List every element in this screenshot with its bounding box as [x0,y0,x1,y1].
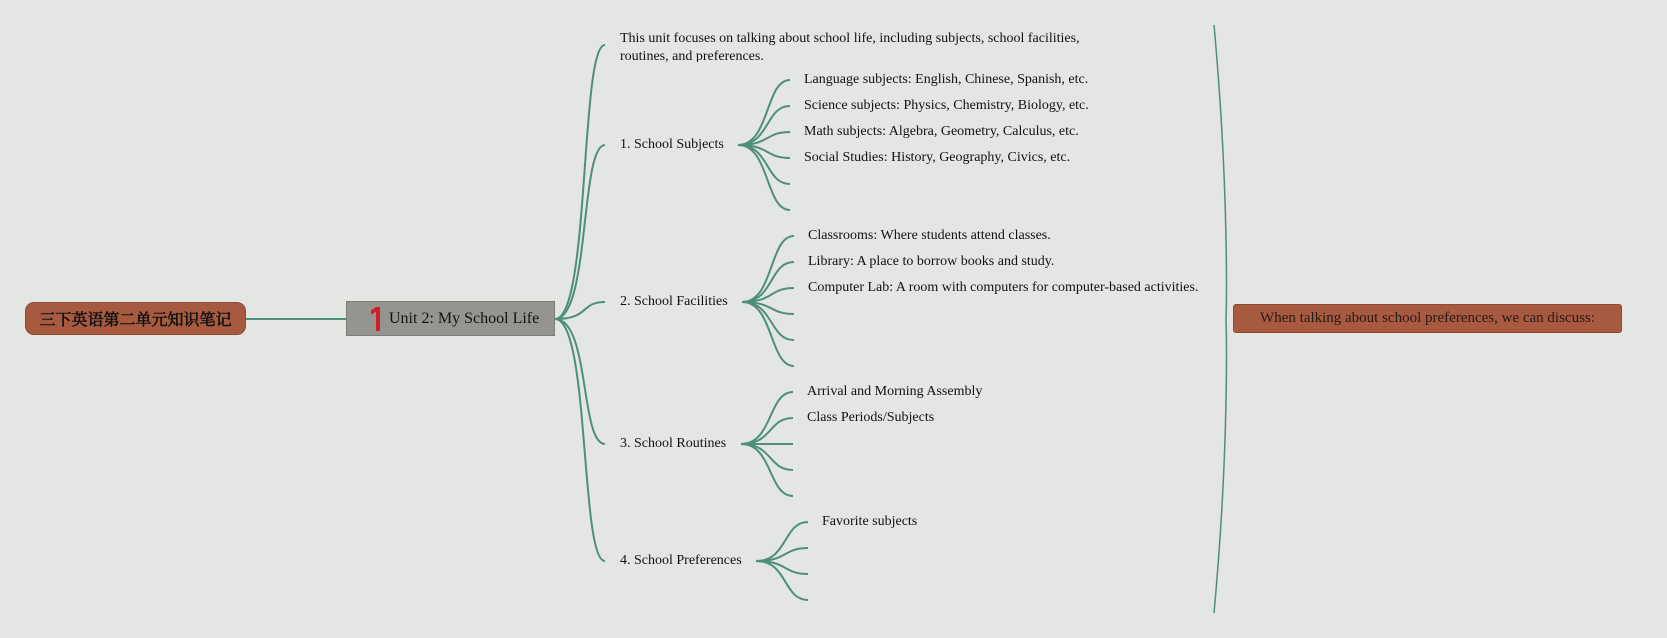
leaf-science-subjects[interactable]: Science subjects: Physics, Chemistry, Biology, etc. [804,98,1089,113]
unit-connector-intro [555,45,605,319]
section-school-subjects[interactable]: 1. School Subjects [620,137,724,152]
unit-connector-3 [555,319,605,444]
leaf-social-studies[interactable]: Social Studies: History, Geography, Civics, etc. [804,150,1071,165]
summary-brace [1214,25,1226,613]
summary-topic-label: When talking about school preferences, we can discuss: [1260,310,1595,326]
section-school-routines[interactable]: 3. School Routines [620,436,727,451]
leaf-computer-lab[interactable]: Computer Lab: A room with computers for computer-based activities. [808,280,1199,295]
leaf-classrooms[interactable]: Classrooms: Where students attend classes. [808,228,1051,243]
section-school-preferences[interactable]: 4. School Preferences [620,553,742,568]
leaf-library[interactable]: Library: A place to borrow books and study. [808,254,1055,269]
section-school-facilities[interactable]: 2. School Facilities [620,294,728,309]
leaf-arrival-assembly[interactable]: Arrival and Morning Assembly [807,384,983,399]
leaf-favorite-subjects[interactable]: Favorite subjects [822,514,918,529]
leaf-class-periods[interactable]: Class Periods/Subjects [807,410,935,425]
summary-topic[interactable] [1233,304,1622,333]
leaf-language-subjects[interactable]: Language subjects: English, Chinese, Spanish, etc. [804,72,1089,87]
root-topic-label: 三下英语第二单元知识笔记 [39,310,232,329]
unit-topic-label: Unit 2: My School Life [389,309,540,327]
leaf-math-subjects[interactable]: Math subjects: Algebra, Geometry, Calculus, etc. [804,124,1079,139]
root-topic[interactable] [25,302,246,335]
unit-topic[interactable] [346,301,555,336]
priority-1-icon [371,307,381,331]
intro-text[interactable]: This unit focuses on talking about school life, including subjects, school facilities, routines, and preferences. [620,31,1080,62]
